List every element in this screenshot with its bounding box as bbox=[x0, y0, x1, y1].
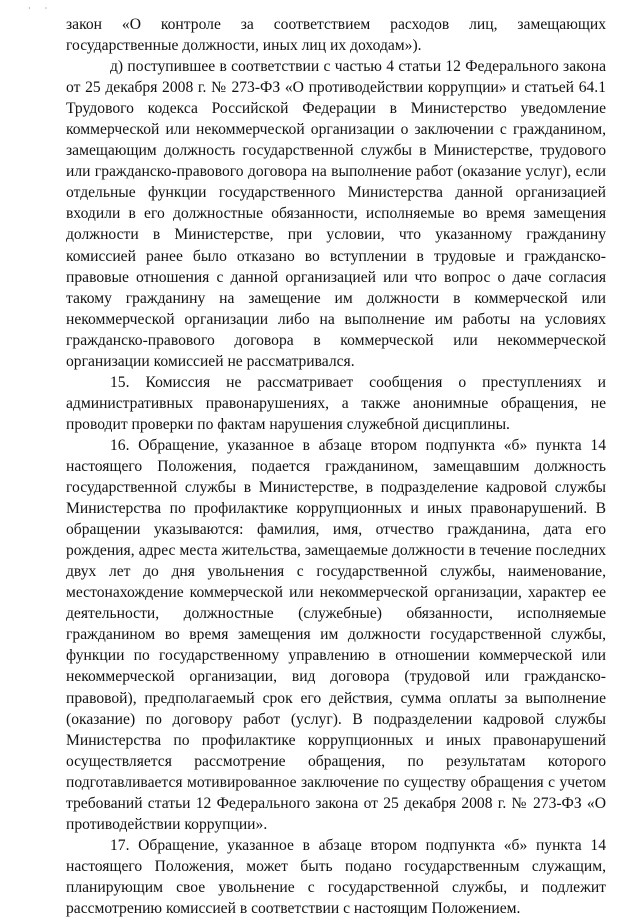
paragraph-15: 15. Комиссия не рассматривает сообщения о преступлениях и административных правонарушениях, а также анонимные обращения, не проводит проверки по фактам нарушения служебной дисциплины. bbox=[66, 373, 606, 433]
paragraph-continuation: закон «О контроле за соответствием расходов лиц, замещающих государственные должности, иных лиц их доходам»). bbox=[66, 16, 606, 55]
paragraph-17: 17. Обращение, указанное в абзаце втором подпункта «б» пункта 14 настоящего Положения, может быть подано государственным служащим, планирующим свое увольнение с государственной службы, и подлежит рассмотрению комиссией в соответствии с настоящим Положением. bbox=[66, 836, 606, 917]
scan-artifact-marks: · · bbox=[28, 4, 54, 13]
paragraph-16: 16. Обращение, указанное в абзаце втором подпункта «б» пункта 14 настоящего Положения, подается гражданином, замещавшим должность государственной службы в Министерстве, в подразделение кадровой службы Министерства по профилактике коррупционных и иных правонарушений. В обращении указываются: фамилия, имя, отчество гражданина, дата его рождения, адрес места жительства, замещаемые должности в течение последних двух лет до дня увольнения с государственной службы, наименование, местонахождение коммерческой или некоммерческой организации, характер ее деятельности, должностные (служебные) обязанности, исполняемые гражданином во время замещения им должности государственной службы, функции по государственному управлению в отношении коммерческой или некоммерческой организации, вид договора (трудовой или гражданско-правовой), предполагаемый срок его действия, сумма оплаты за выполнение (оказание) по договору работ (услуг). В подразделении кадровой службы Министерства по профилактике коррупционных и иных правонарушений осуществляется рассмотрение обращения, по результатам которого подготавливается мотивированное заключение по существу обращения с учетом требований статьи 12 Федерального закона от 25 декабря 2008 г. № 273-ФЗ «О противодействии коррупции». bbox=[66, 436, 606, 833]
paragraph-item-d: д) поступившее в соответствии с частью 4 статьи 12 Федерального закона от 25 декабря 2008 г. № 273-ФЗ «О противодействии коррупции» и статьей 64.1 Трудового кодекса Российской Федерации в Министерство уведомление коммерческой или некоммерческой организации о заключении с гражданином, замещающим должность государственной службы в Министерстве, трудового или гражданско-правового договора на выполнение работ (оказание услуг), если отдельные функции государственного Министерства данной организацией входили в его должностные обязанности, исполняемые во время замещения должности в Министерстве, при условии, что указанному гражданину комиссией ранее было отказано во вступлении в трудовые и гражданско-правовые отношения с данной организацией или что вопрос о даче согласия такому гражданину на замещение им должности в коммерческой или некоммерческой организации либо на выполнение им работы на условиях гражданско-правового договора в коммерческой или некоммерческой организации комиссией не рассматривался. bbox=[66, 58, 606, 370]
document-body bbox=[66, 14, 606, 919]
